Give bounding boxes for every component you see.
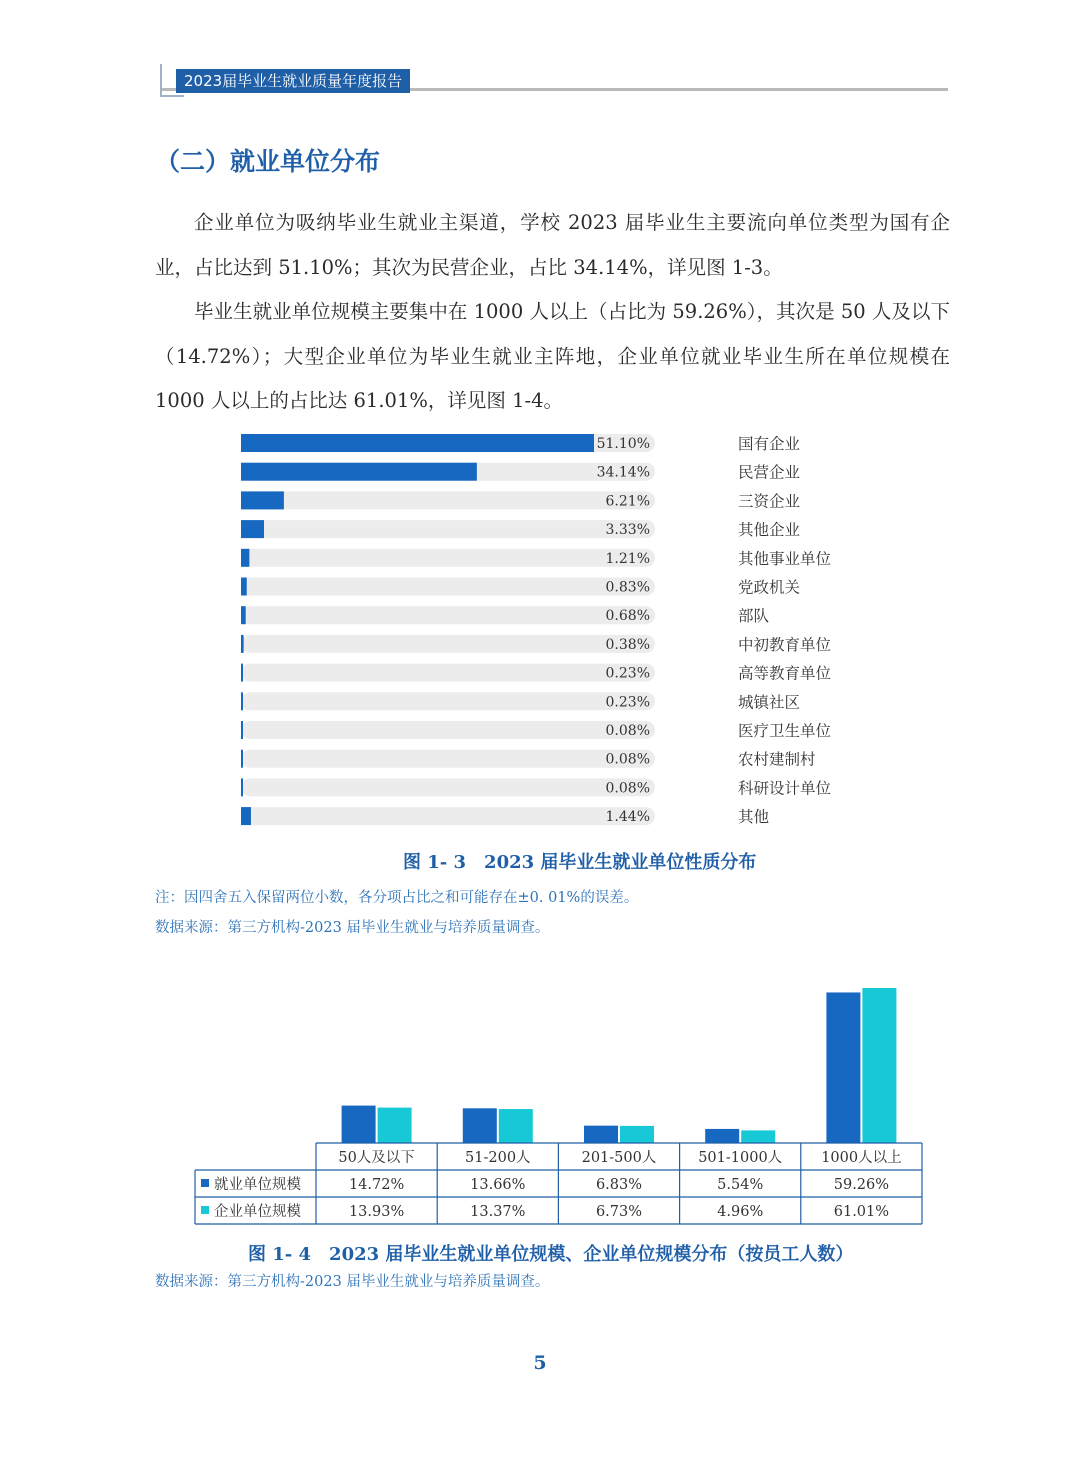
figure-1-4-source: 数据来源：第三方机构-2023 届毕业生就业与培养质量调查。 [155, 1274, 550, 1290]
category-label: 民营企业 [738, 463, 801, 482]
paragraph-unit-type: 企业单位为吸纳毕业生就业主渠道，学校 2023 届毕业生主要流向单位类型为国有企业，占比达到 51.10%；其次为民营企业，占比 34.14%，详见图 1-3。 [155, 211, 950, 279]
data-label: 13.37% [470, 1204, 526, 1220]
data-label: 5.54% [717, 1177, 764, 1193]
bar-value-label: 0.08% [605, 780, 650, 797]
category-label: 科研设计单位 [738, 779, 832, 798]
bar-value-label: 51.10% [596, 436, 650, 452]
category-label: 党政机关 [738, 578, 801, 597]
bar-track [241, 692, 655, 710]
legend-swatch [201, 1206, 209, 1214]
bar-track [241, 491, 655, 509]
category-label: 其他事业单位 [738, 549, 832, 568]
bar-track [241, 578, 655, 596]
tick-label: 1000人以上 [821, 1150, 902, 1166]
bar [241, 491, 284, 509]
bar-value-label: 6.21% [605, 493, 650, 510]
bar-track [241, 664, 655, 682]
bar [584, 1126, 618, 1143]
bar [241, 778, 243, 796]
tick-label: 50人及以下 [338, 1150, 415, 1166]
category-label: 中初教育单位 [738, 635, 832, 654]
bar [378, 1108, 412, 1143]
bar-track [241, 721, 655, 739]
data-label: 6.73% [595, 1204, 643, 1220]
report-title-tag: 2023届毕业生就业质量年度报告 [176, 69, 410, 93]
bar [241, 721, 243, 739]
category-label: 城镇社区 [738, 693, 801, 712]
tick-label: 201-500人 [581, 1150, 657, 1166]
bar-value-label: 3.33% [605, 522, 650, 539]
bar-track [241, 807, 655, 825]
data-label: 6.83% [595, 1177, 643, 1193]
bar-track [241, 520, 655, 538]
tick-label: 501-1000人 [698, 1150, 783, 1166]
bar [241, 434, 594, 452]
data-label: 61.01% [833, 1204, 890, 1220]
bar [620, 1126, 654, 1143]
bar [241, 807, 251, 825]
figure-1-3-source: 数据来源：第三方机构-2023 届毕业生就业与培养质量调查。 [155, 920, 550, 936]
legend-label: 就业单位规模 [214, 1177, 301, 1193]
bar-value-label: 0.83% [605, 579, 650, 596]
page-number: 5 [533, 1352, 547, 1374]
bar [826, 992, 860, 1143]
paragraph-unit-size: 毕业生就业单位规模主要集中在 1000 人以上（占比为 59.26%），其次是 50 人及以下（14.72%）；大型企业单位为毕业生就业主阵地，企业单位就业毕业生所在单位规模在 1000 人以上的占比达 61.01%，详见图 1-4。 [155, 300, 950, 412]
bar-value-label: 0.23% [605, 694, 650, 711]
bar-track [241, 778, 655, 796]
category-label: 国有企业 [738, 435, 801, 453]
bar [241, 520, 264, 538]
section-title: （二）就业单位分布 [155, 147, 381, 176]
bar-track [241, 606, 655, 624]
bar-value-label: 0.08% [605, 751, 650, 768]
bar [241, 692, 243, 710]
bar-value-label: 34.14% [596, 464, 650, 481]
bar-value-label: 0.38% [605, 636, 650, 653]
category-label: 其他企业 [738, 521, 801, 540]
data-label: 59.26% [833, 1177, 890, 1193]
bar [741, 1130, 775, 1143]
bar [241, 549, 249, 567]
data-label: 4.96% [717, 1204, 764, 1220]
data-label: 14.72% [348, 1177, 405, 1193]
bar-value-label: 0.08% [605, 723, 650, 739]
bar [499, 1109, 533, 1143]
header-corner-mark-bottom [160, 95, 184, 97]
data-label: 13.66% [470, 1177, 526, 1193]
figure-1-3-caption: 图 1- 3 2023 届毕业生就业单位性质分布 [403, 852, 757, 873]
category-label: 三资企业 [738, 492, 801, 511]
header-corner-mark [160, 64, 162, 96]
bar [705, 1129, 739, 1143]
category-label: 农村建制村 [738, 750, 816, 769]
unit-type-bar-chart [230, 428, 850, 833]
data-label: 13.93% [348, 1204, 405, 1220]
category-label: 部队 [738, 607, 770, 626]
category-label: 医疗卫生单位 [738, 722, 832, 740]
bar-track [241, 750, 655, 768]
bar [241, 463, 477, 481]
bar [241, 606, 246, 624]
bar [463, 1108, 497, 1143]
bar [241, 750, 243, 768]
bar [241, 664, 243, 682]
bar-value-label: 0.68% [605, 608, 650, 625]
bar-track [241, 635, 655, 653]
tick-label: 51-200人 [465, 1150, 531, 1166]
category-label: 高等教育单位 [738, 664, 832, 683]
bar-value-label: 1.44% [605, 809, 650, 826]
figure-1-4-caption: 图 1- 4 2023 届毕业生就业单位规模、企业单位规模分布（按员工人数） [248, 1244, 854, 1265]
bar [342, 1106, 376, 1143]
figure-1-3-note: 注：因四舍五入保留两位小数，各分项占比之和可能存在±0. 01%的误差。 [155, 890, 639, 906]
bar [241, 578, 247, 596]
bar-value-label: 0.23% [605, 665, 650, 682]
bar-track [241, 549, 655, 567]
unit-size-bar-chart [190, 975, 930, 1235]
bar [862, 988, 896, 1143]
bar [241, 635, 244, 653]
legend-swatch [201, 1179, 209, 1187]
legend-label: 企业单位规模 [214, 1204, 301, 1220]
bar-value-label: 1.21% [605, 550, 650, 567]
category-label: 其他 [738, 808, 770, 827]
